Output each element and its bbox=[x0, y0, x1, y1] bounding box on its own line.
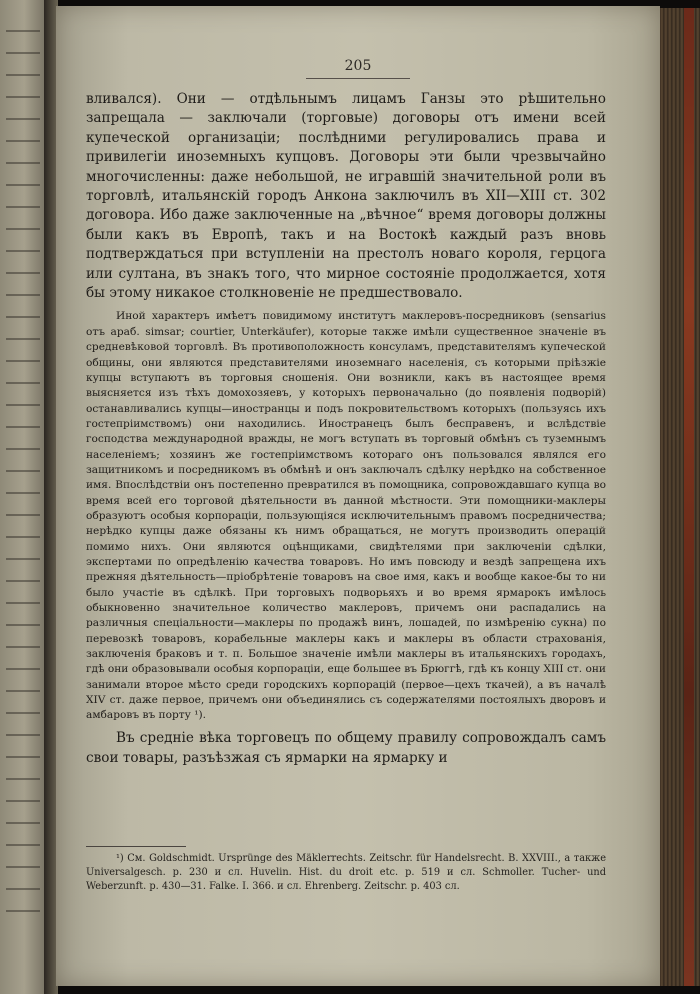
page-number-rule bbox=[306, 78, 410, 79]
footnote: ¹) См. Goldschmidt. Ursprünge des Mäklerrechts. Zeitschr. für Handelsrecht. B. XXVIII., а также Universalgesch. p. 230 и сл. Huvelin. Hist. du droit etc. p. 519 и сл. Schmoller. Tucher- und Weberzunft. p. 430—31. Falke. I. 366. и сл. Ehrenberg. Zeitschr. p. 403 сл. bbox=[86, 853, 606, 893]
paragraph-small-print: Иной характеръ имѣетъ повидимому институтъ маклеровъ-посредниковъ (sensarius отъ араб. simsar; courtier, Unterkäufer), которые также имѣли существенное значеніе въ средневѣковой торговлѣ. Въ противоположность консуламъ, представителямъ купеческой общины, они являются представителями иноземнаго населенія, съ которыми пріѣзжіе купцы вступаютъ въ торговыя сношенія. Они возникли, какъ въ настоящее время выясняется изъ тѣхъ домохозяевъ, у которыхъ первоначально (до появленія подворій) останавливались купцы—иностранцы и подъ покровительствомъ которыхъ (пользуясь ихъ гостепріимствомъ) они находились. Иностранецъ былъ бесправенъ, и вслѣдствіе господства международной вражды, не могъ вступать въ торговый обмѣнъ съ туземнымъ населеніемъ; хозяинъ же гостепріимствомъ котораго онъ пользовался являлся его защитникомъ и посредникомъ въ обмѣнѣ и онъ заключалъ сдѣлку нерѣдко на собственное имя. Впослѣдствіи онъ постепенно превратился въ помощника, сопровождавшаго купца во время всей его торговой дѣятельности въ данной мѣстности. Эти помощники-маклеры образуютъ особыя корпораціи, пользующіяся исключительнымъ правомъ посредничества; нерѣдко купцы даже обязаны къ нимъ обращаться, не могутъ производить операцій помимо нихъ. Они являются оцѣнщиками, свидѣтелями при заключеніи сдѣлки, экспертами по опредѣленію качества товаровъ. Но имъ повсюду и вездѣ запрещена ихъ прежняя дѣятельность—пріобрѣтеніе товаровъ на свое имя, какъ и вообще какое-бы то ни было участіе въ сдѣлкѣ. При торговыхъ подворьяхъ и во время ярмарокъ имѣлось обыкновенно значительное количество маклеровъ, причемъ они распадались на различныя спеціальности—маклеры по продажѣ винъ, лошадей, по измѣренію сукна) по перевозкѣ товаровъ, корабельные маклеры какъ и маклеры въ области страхованія, заключенія браковъ и т. п. Большое значеніе имѣли маклеры въ итальянскихъ городахъ, гдѣ они образовывали особыя корпораціи, еще большее въ Брюггѣ, гдѣ къ концу XIII ст. они занимали второе мѣсто среди городскихъ корпорацій (первое—цехъ ткачей), а въ началѣ XIV ст. даже первое, причемъ они объединялись съ содержателями постоялыхъ дворовъ и амбаровъ въ порту ¹). bbox=[86, 310, 606, 722]
left-page-edge bbox=[0, 0, 44, 994]
paragraph-main-2: Въ средніе вѣка торговецъ по общему правилу сопровождалъ самъ свои товары, разъѣзжая съ ярмарки на ярмарку и bbox=[86, 729, 606, 766]
page-number: 205 bbox=[344, 58, 372, 74]
book-page bbox=[56, 6, 660, 986]
page-text bbox=[86, 90, 606, 768]
footnote-rule bbox=[86, 846, 186, 847]
page-block-edges bbox=[660, 8, 700, 986]
paragraph-main-1: вливался). Они — отдѣльнымъ лицамъ Ганзы это рѣшительно запрещала — заключали (торговые) договоры отъ имени всей купеческой организаціи; послѣдними регулировались права и привилегіи иноземныхъ купцовъ. Договоры эти были чрезвычайно многочисленны: даже небольшой, не игравшій значительной роли въ торговлѣ, итальянскій городъ Анкона заключилъ въ XII—XIII ст. 302 договора. Ибо даже заключенные на „вѣчное“ время договоры должны были какъ въ Европѣ, такъ и на Востокѣ каждый разъ вновь подтверждаться при вступленіи на престолъ новаго короля, герцога или султана, въ знакъ того, что мирное состояніе продолжается, хотя бы этому никакое столкновеніе не предшествовало. bbox=[86, 91, 606, 302]
cover-edge bbox=[684, 8, 694, 986]
